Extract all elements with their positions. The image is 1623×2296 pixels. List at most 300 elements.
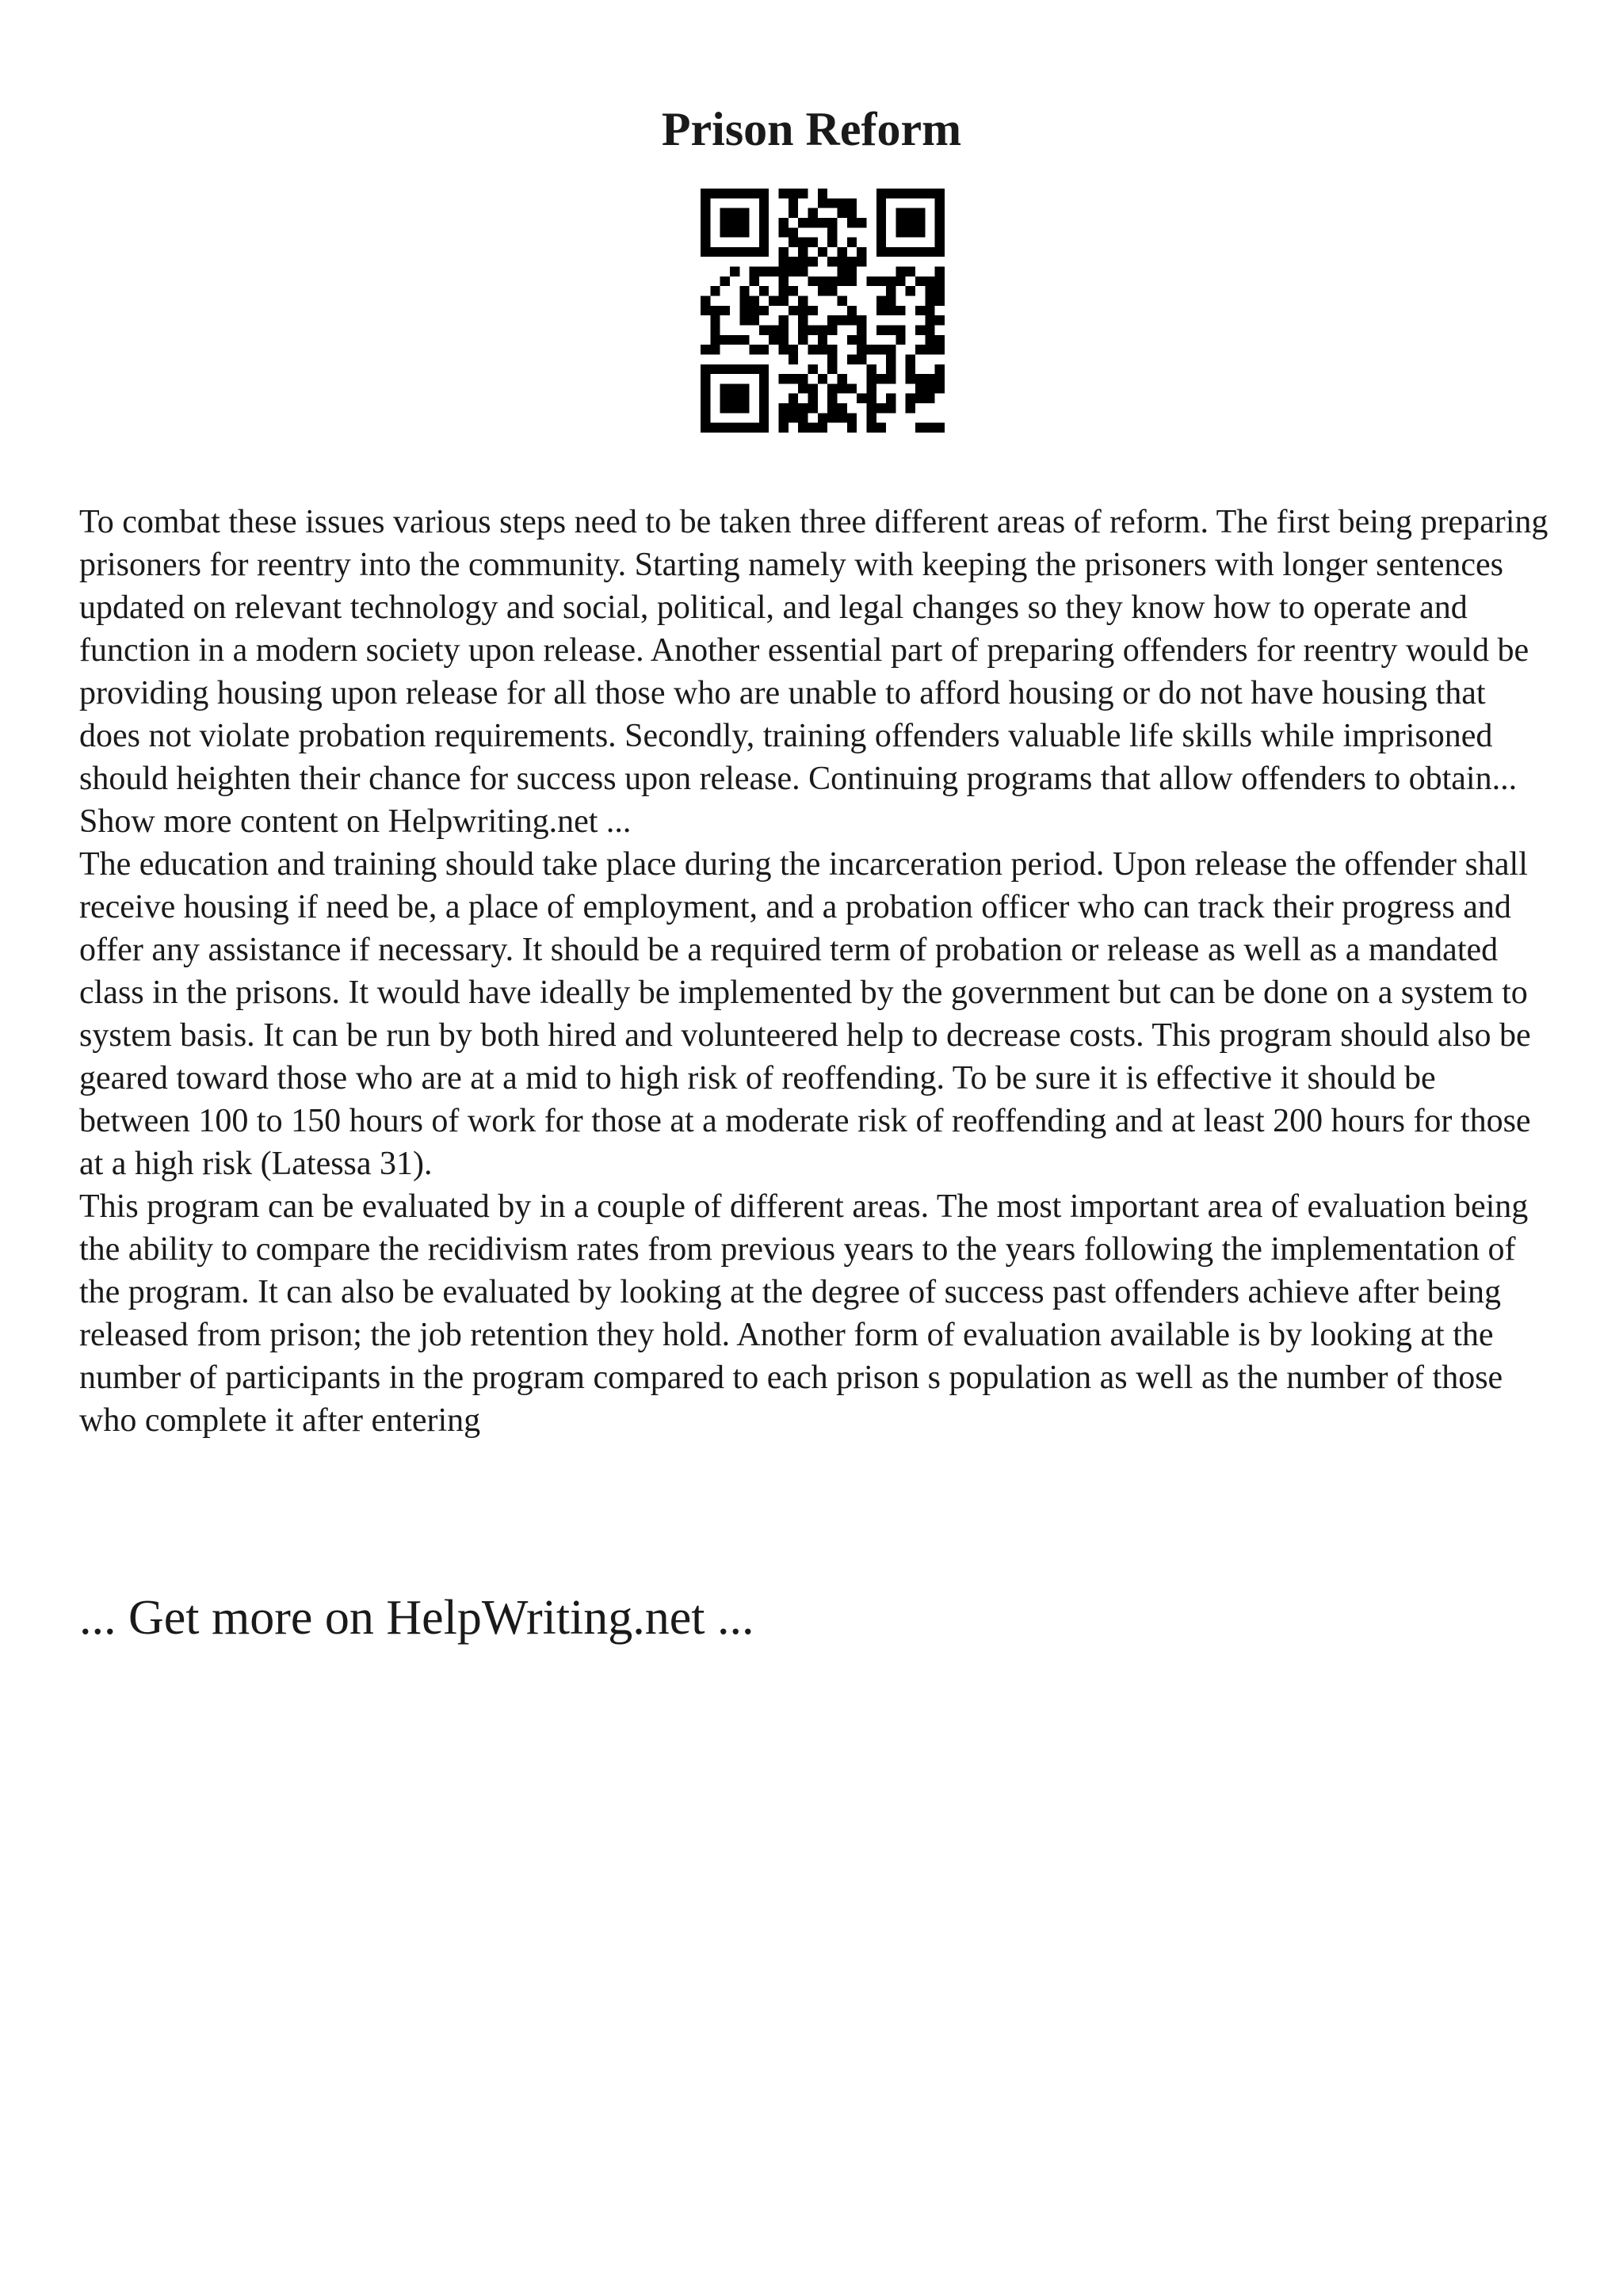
qr-module <box>789 413 798 422</box>
qr-module <box>759 345 769 354</box>
qr-module <box>935 374 945 383</box>
qr-module <box>896 267 905 277</box>
qr-module <box>701 208 710 218</box>
qr-module <box>876 403 886 413</box>
qr-module <box>789 345 798 354</box>
qr-module <box>789 257 798 266</box>
qr-module <box>876 189 886 198</box>
paragraph-3: This program can be evaluated by in a couple of different areas. The most important area of evaluation being the ability to compare the recidivism rates from previous years to the years following the implementation of the program. It can also be evaluated by looking at the degree of success past offenders achieve after being released from prison; the job retention they hold. Another form of evaluation available is by looking at the number of participants in the program compared to each prison s population as well as the number of those who complete it after entering <box>79 1188 1529 1439</box>
qr-module <box>935 227 945 237</box>
qr-module <box>701 227 710 237</box>
qr-module <box>808 383 818 393</box>
qr-module <box>779 403 789 413</box>
qr-module <box>710 306 720 315</box>
qr-module <box>866 383 876 393</box>
qr-module <box>886 306 896 315</box>
qr-module <box>818 189 827 198</box>
qr-module <box>720 227 730 237</box>
qr-module <box>779 189 789 198</box>
qr-module <box>808 403 818 413</box>
qr-module <box>701 413 710 422</box>
qr-module <box>886 345 896 354</box>
qr-module <box>827 257 837 266</box>
qr-module <box>866 364 876 374</box>
qr-module <box>739 218 749 227</box>
qr-module <box>789 403 798 413</box>
qr-module <box>876 325 886 334</box>
qr-module <box>759 325 769 334</box>
qr-module <box>876 345 886 354</box>
qr-module <box>779 247 789 257</box>
qr-module <box>798 325 808 334</box>
qr-module <box>915 218 925 227</box>
qr-module <box>750 189 759 198</box>
qr-module <box>915 423 925 433</box>
qr-module <box>798 247 808 257</box>
qr-module <box>759 413 769 422</box>
qr-module <box>876 238 886 247</box>
qr-module <box>759 403 769 413</box>
qr-module <box>798 383 808 393</box>
qr-module <box>925 325 934 334</box>
qr-module <box>789 374 798 383</box>
qr-module <box>847 423 857 433</box>
qr-module <box>925 277 934 286</box>
qr-module <box>798 423 808 433</box>
qr-module <box>720 394 730 403</box>
qr-module <box>701 394 710 403</box>
qr-module <box>710 335 720 345</box>
qr-module <box>818 277 827 286</box>
qr-module <box>701 189 710 198</box>
qr-module <box>847 198 857 208</box>
qr-module <box>915 306 925 315</box>
qr-module <box>935 247 945 257</box>
qr-module <box>876 296 886 306</box>
qr-module <box>827 198 837 208</box>
qr-module <box>925 247 934 257</box>
qr-module <box>886 374 896 383</box>
qr-module <box>886 277 896 286</box>
qr-module <box>789 189 798 198</box>
qr-module <box>935 315 945 325</box>
qr-module <box>876 374 886 383</box>
qr-module <box>779 277 789 286</box>
qr-module <box>886 364 896 374</box>
qr-module <box>935 208 945 218</box>
qr-module <box>779 218 789 227</box>
qr-module <box>701 296 710 306</box>
qr-module <box>759 364 769 374</box>
qr-module <box>739 306 749 315</box>
qr-module <box>779 296 789 306</box>
qr-module <box>730 218 739 227</box>
qr-module <box>730 423 739 433</box>
qr-module <box>827 238 837 247</box>
paragraph-1: To combat these issues various steps need to be taken three different areas of reform. The first being preparing prisoners for reentry into the community. Starting namely with keeping the prisoners with longer sentences updated on relevant technology and social, political, and legal changes so they know how to operate and function in a modern society upon release. Another essential part of preparing offenders for reentry would be providing housing upon release for all those who are unable to afford housing or do not have housing that does not violate probation requirements. Secondly, training offenders valuable life skills while imprisoned should heighten their chance for success upon release. Continuing programs that allow offenders to obtain... Show more content on Helpwriting.net ... <box>79 504 1549 840</box>
qr-module <box>818 423 827 433</box>
qr-module <box>779 423 789 433</box>
qr-module <box>739 383 749 393</box>
qr-module <box>720 306 730 315</box>
qr-module <box>759 189 769 198</box>
qr-module <box>750 364 759 374</box>
qr-module <box>906 189 915 198</box>
qr-module <box>915 345 925 354</box>
qr-module <box>876 198 886 208</box>
qr-module <box>827 413 837 422</box>
qr-module <box>730 247 739 257</box>
qr-module <box>896 189 905 198</box>
qr-module <box>847 383 857 393</box>
qr-module <box>837 208 846 218</box>
qr-module <box>759 423 769 433</box>
qr-module <box>789 198 798 208</box>
qr-module <box>827 403 837 413</box>
qr-module <box>935 267 945 277</box>
qr-module <box>779 267 789 277</box>
qr-module <box>759 238 769 247</box>
qr-module <box>818 345 827 354</box>
qr-module <box>837 403 846 413</box>
qr-module <box>915 374 925 383</box>
qr-module <box>925 423 934 433</box>
qr-module <box>779 325 789 334</box>
qr-module <box>896 277 905 286</box>
qr-module <box>925 345 934 354</box>
qr-module <box>925 189 934 198</box>
qr-module <box>779 286 789 296</box>
qr-module <box>925 286 934 296</box>
qr-module <box>906 286 915 296</box>
qr-module <box>759 247 769 257</box>
qr-module <box>886 394 896 403</box>
qr-module <box>779 413 789 422</box>
qr-module <box>730 335 739 345</box>
qr-module <box>837 315 846 325</box>
qr-module <box>808 257 818 266</box>
qr-module <box>896 335 905 345</box>
qr-module <box>915 247 925 257</box>
qr-module <box>935 277 945 286</box>
qr-module <box>925 335 934 345</box>
qr-code-icon[interactable] <box>701 189 945 433</box>
qr-module <box>730 227 739 237</box>
qr-module <box>935 198 945 208</box>
qr-module <box>827 394 837 403</box>
qr-module <box>925 374 934 383</box>
qr-module <box>827 354 837 364</box>
qr-module <box>827 325 837 334</box>
qr-module <box>750 315 759 325</box>
qr-module <box>701 364 710 374</box>
qr-module <box>837 374 846 383</box>
qr-module <box>779 374 789 383</box>
qr-module <box>798 335 808 345</box>
qr-module <box>915 208 925 218</box>
qr-module <box>739 227 749 237</box>
qr-module <box>827 315 837 325</box>
qr-module <box>720 247 730 257</box>
qr-module <box>808 218 818 227</box>
qr-module <box>789 354 798 364</box>
qr-module <box>876 277 886 286</box>
qr-module <box>925 394 934 403</box>
qr-module <box>710 423 720 433</box>
qr-module <box>837 383 846 393</box>
qr-module <box>866 403 876 413</box>
qr-module <box>827 277 837 286</box>
qr-module <box>857 247 866 257</box>
qr-module <box>925 296 934 306</box>
qr-module <box>739 189 749 198</box>
qr-module <box>818 374 827 383</box>
qr-module <box>906 364 915 374</box>
qr-module <box>866 394 876 403</box>
qr-module <box>730 208 739 218</box>
qr-module <box>759 394 769 403</box>
qr-module <box>906 208 915 218</box>
qr-module <box>759 383 769 393</box>
qr-module <box>847 354 857 364</box>
qr-module <box>779 345 789 354</box>
qr-module <box>915 383 925 393</box>
qr-module <box>701 247 710 257</box>
qr-module <box>876 227 886 237</box>
qr-module <box>906 247 915 257</box>
qr-module <box>769 335 778 345</box>
qr-module <box>837 277 846 286</box>
qr-module <box>798 315 808 325</box>
qr-module <box>759 208 769 218</box>
qr-module <box>886 354 896 364</box>
qr-module <box>886 296 896 306</box>
qr-module <box>876 247 886 257</box>
qr-module <box>759 267 769 277</box>
qr-module <box>798 306 808 315</box>
qr-module <box>710 286 720 296</box>
qr-module <box>866 423 876 433</box>
qr-module <box>925 306 934 315</box>
qr-module <box>837 247 846 257</box>
qr-module <box>701 218 710 227</box>
qr-module <box>750 247 759 257</box>
qr-module <box>935 423 945 433</box>
qr-module <box>710 247 720 257</box>
qr-module <box>925 315 934 325</box>
qr-module <box>798 413 808 422</box>
qr-module <box>876 306 886 315</box>
qr-module <box>789 227 798 237</box>
qr-module <box>935 335 945 345</box>
qr-module <box>808 306 818 315</box>
qr-module <box>818 413 827 422</box>
qr-module <box>701 374 710 383</box>
qr-module <box>769 267 778 277</box>
qr-module <box>847 277 857 286</box>
qr-module <box>857 354 866 364</box>
qr-module <box>915 227 925 237</box>
qr-module <box>818 325 827 334</box>
qr-module <box>701 423 710 433</box>
qr-module <box>720 335 730 345</box>
qr-module <box>886 403 896 413</box>
qr-module <box>847 267 857 277</box>
qr-module <box>808 208 818 218</box>
qr-module <box>701 306 710 315</box>
qr-module <box>710 315 720 325</box>
qr-module <box>789 394 798 403</box>
qr-module <box>896 306 905 315</box>
qr-module <box>779 227 789 237</box>
qr-module <box>739 286 749 296</box>
qr-module <box>789 208 798 218</box>
qr-module <box>935 286 945 296</box>
qr-module <box>827 364 837 374</box>
qr-module <box>886 189 896 198</box>
qr-module <box>798 403 808 413</box>
qr-module <box>701 345 710 354</box>
qr-module <box>739 364 749 374</box>
qr-module <box>798 189 808 198</box>
qr-module <box>906 374 915 383</box>
qr-module <box>935 238 945 247</box>
qr-module <box>739 394 749 403</box>
qr-module <box>906 267 915 277</box>
get-more-link[interactable]: ... Get more on HelpWriting.net ... <box>79 1591 754 1645</box>
qr-module <box>759 198 769 208</box>
qr-module <box>720 218 730 227</box>
qr-module <box>935 218 945 227</box>
document-body <box>79 501 1553 1442</box>
qr-module <box>935 296 945 306</box>
qr-module <box>847 208 857 218</box>
qr-module <box>906 218 915 227</box>
qr-module <box>827 383 837 393</box>
qr-module <box>906 227 915 237</box>
paragraph-2: The education and training should take place during the incarceration period. Upon release the offender shall receive housing if need be, a place of employment, and a probation officer who can track their progress and offer any assistance if necessary. It should be a required term of probation or release as well as a mandated class in the prisons. It would have ideally be implemented by the government but can be done on a system to system basis. It can be run by both hired and volunteered help to decrease costs. This program should also be geared toward those who are at a mid to high risk of reoffending. To be sure it is effective it should be between 100 to 150 hours of work for those at a moderate risk of reoffending and at least 200 hours for those at a high risk (Latessa 31). <box>79 846 1531 1182</box>
qr-module <box>720 208 730 218</box>
qr-module <box>896 227 905 237</box>
document-title: Prison Reform <box>661 103 962 155</box>
qr-module <box>876 208 886 218</box>
qr-module <box>750 423 759 433</box>
qr-module <box>779 257 789 266</box>
qr-module <box>896 325 905 334</box>
qr-module <box>915 189 925 198</box>
qr-module <box>935 345 945 354</box>
qr-module <box>866 374 876 383</box>
qr-module <box>750 267 759 277</box>
qr-module <box>866 277 876 286</box>
qr-module <box>750 345 759 354</box>
qr-module <box>886 247 896 257</box>
qr-module <box>818 247 827 257</box>
qr-module <box>808 325 818 334</box>
qr-module <box>827 218 837 227</box>
qr-module <box>739 403 749 413</box>
qr-module <box>759 374 769 383</box>
qr-module <box>798 267 808 277</box>
qr-module <box>720 403 730 413</box>
qr-module <box>866 345 876 354</box>
qr-module <box>710 325 720 334</box>
qr-module <box>779 315 789 325</box>
qr-module <box>739 208 749 218</box>
qr-module <box>769 325 778 334</box>
qr-module <box>837 267 846 277</box>
qr-module <box>818 198 827 208</box>
qr-module <box>720 364 730 374</box>
qr-module <box>827 227 837 237</box>
qr-module <box>710 189 720 198</box>
qr-module <box>769 296 778 306</box>
qr-module <box>837 257 846 266</box>
qr-module <box>808 277 818 286</box>
qr-module <box>847 257 857 266</box>
qr-module <box>789 267 798 277</box>
qr-module <box>847 315 857 325</box>
qr-module <box>701 383 710 393</box>
qr-module <box>818 218 827 227</box>
qr-module <box>847 413 857 422</box>
qr-module <box>759 286 769 296</box>
qr-module <box>808 423 818 433</box>
qr-module <box>750 277 759 286</box>
qr-module <box>808 238 818 247</box>
qr-module <box>896 247 905 257</box>
qr-module <box>759 306 769 315</box>
qr-module <box>857 345 866 354</box>
qr-module <box>710 345 720 354</box>
qr-module <box>847 238 857 247</box>
qr-module <box>701 238 710 247</box>
qr-module <box>837 413 846 422</box>
qr-module <box>798 238 808 247</box>
qr-module <box>701 198 710 208</box>
qr-module <box>808 394 818 403</box>
qr-module <box>935 189 945 198</box>
qr-module <box>730 267 739 277</box>
qr-module <box>750 306 759 315</box>
qr-module <box>730 383 739 393</box>
qr-module <box>827 286 837 296</box>
qr-module <box>915 394 925 403</box>
qr-module <box>730 394 739 403</box>
qr-module <box>730 403 739 413</box>
qr-module <box>847 306 857 315</box>
qr-module <box>935 383 945 393</box>
qr-module <box>827 345 837 354</box>
qr-module <box>798 296 808 306</box>
qr-module <box>906 354 915 364</box>
qr-module <box>935 364 945 374</box>
qr-module <box>906 403 915 413</box>
qr-module <box>915 277 925 286</box>
qr-module <box>739 296 749 306</box>
qr-module <box>739 423 749 433</box>
qr-module <box>789 306 798 315</box>
qr-module <box>730 189 739 198</box>
qr-module <box>925 383 934 393</box>
qr-module <box>730 364 739 374</box>
qr-module <box>720 383 730 393</box>
qr-module <box>847 218 857 227</box>
qr-module <box>779 335 789 345</box>
qr-module <box>808 345 818 354</box>
qr-module <box>857 394 866 403</box>
qr-module <box>847 335 857 345</box>
